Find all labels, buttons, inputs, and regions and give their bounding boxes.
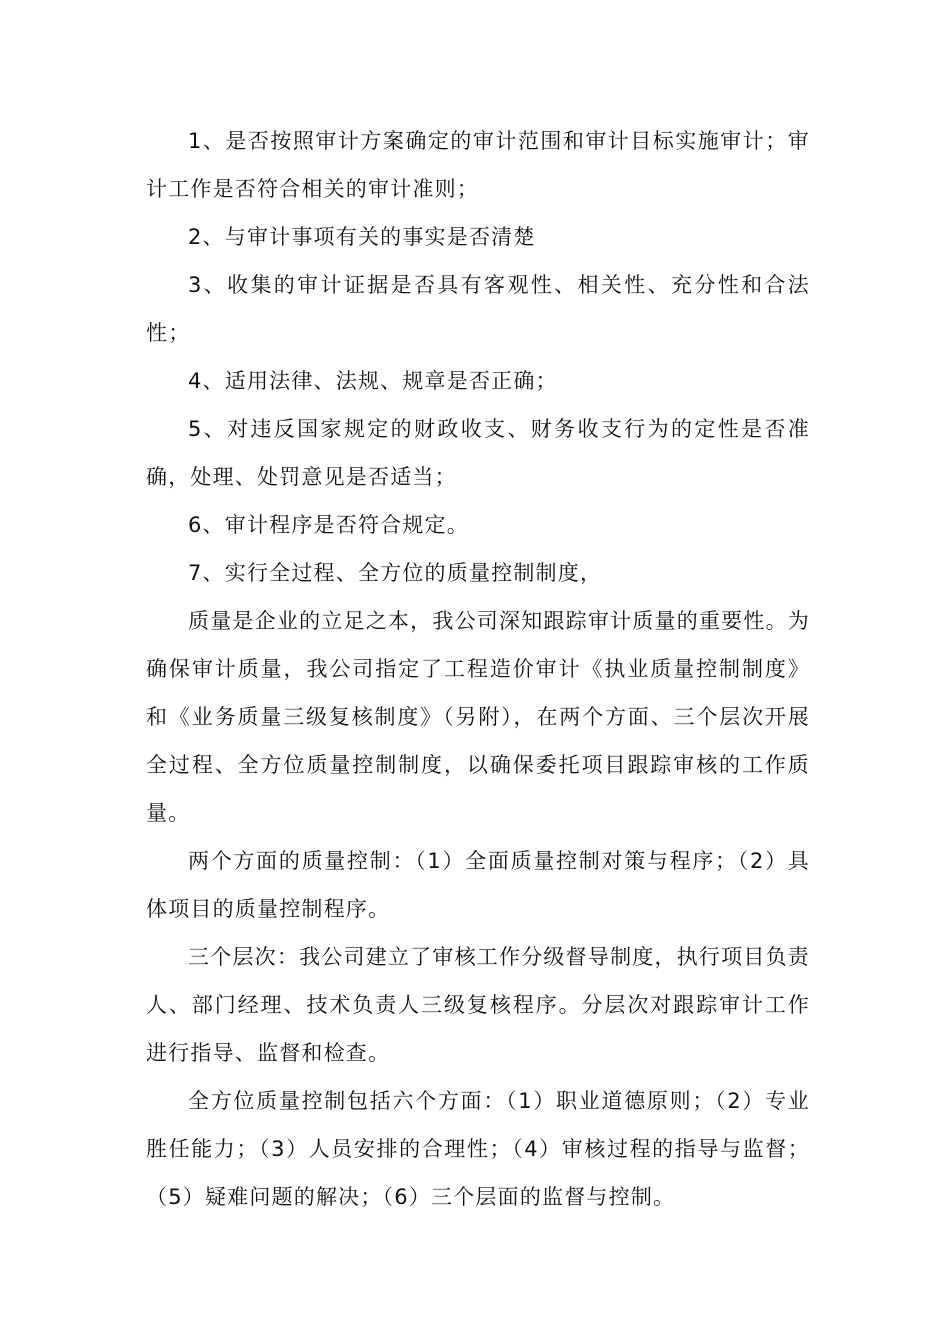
document-body bbox=[146, 117, 810, 1221]
paragraph-all-round-control: 全方位质量控制包括六个方面：（1）职业道德原则；（2）专业胜任能力；（3）人员安排的合理性；（4）审核过程的指导与监督；（5）疑难问题的解决；（6）三个层面的监督与控制。 bbox=[146, 1089, 810, 1209]
paragraph-item-5: 5、对违反国家规定的财政收支、财务收支行为的定性是否准确，处理、处罚意见是否适当； bbox=[146, 417, 810, 489]
paragraph-quality-intro: 质量是企业的立足之本，我公司深知跟踪审计质量的重要性。为确保审计质量，我公司指定了工程造价审计《执业质量控制制度》和《业务质量三级复核制度》（另附），在两个方面、三个层次开展全过程、全方位质量控制制度，以确保委托项目跟踪审核的工作质量。 bbox=[146, 609, 810, 825]
paragraph-three-levels: 三个层次：我公司建立了审核工作分级督导制度，执行项目负责人、部门经理、技术负责人三级复核程序。分层次对跟踪审计工作进行指导、监督和检查。 bbox=[146, 945, 810, 1065]
paragraph-item-6: 6、审计程序是否符合规定。 bbox=[188, 513, 469, 537]
paragraph-item-7: 7、实行全过程、全方位的质量控制制度， bbox=[188, 561, 603, 585]
paragraph-item-2: 2、与审计事项有关的事实是否清楚 bbox=[188, 225, 536, 249]
paragraph-item-4: 4、适用法律、法规、规章是否正确； bbox=[188, 369, 558, 393]
paragraph-two-aspects: 两个方面的质量控制：（1）全面质量控制对策与程序；（2）具体项目的质量控制程序。 bbox=[146, 849, 810, 921]
paragraph-item-1: 1、是否按照审计方案确定的审计范围和审计目标实施审计；审计工作是否符合相关的审计准则； bbox=[146, 129, 810, 201]
paragraph-item-3: 3、收集的审计证据是否具有客观性、相关性、充分性和合法性； bbox=[146, 273, 810, 345]
